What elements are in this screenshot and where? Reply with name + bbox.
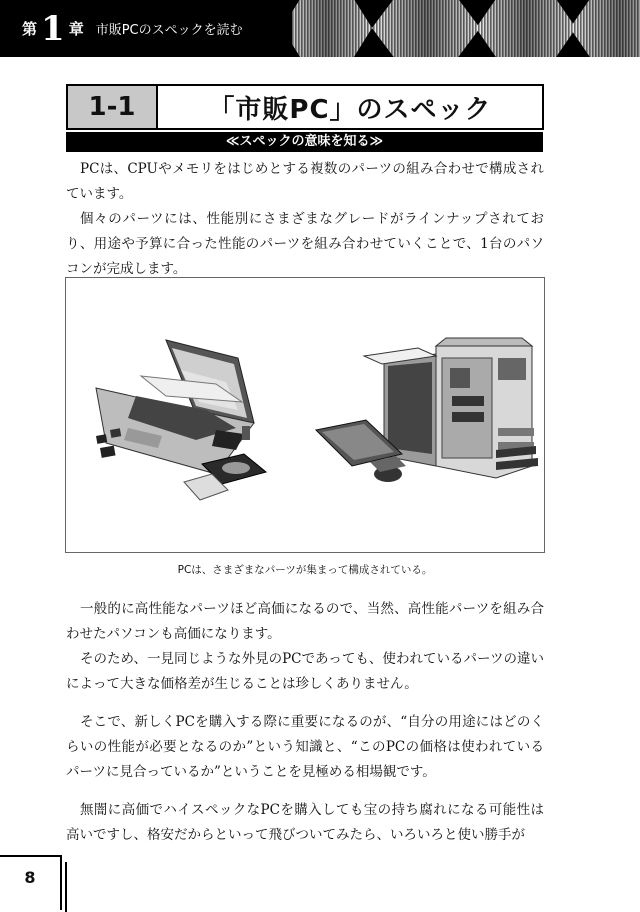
page-number: 8 — [24, 868, 36, 887]
paragraph: 個々のパーツには、性能別にさまざまなグレードがラインナップされており、用途や予算に合った性能のパーツを組み合わせていくことで、1台のパソコンが完成します。 — [66, 211, 544, 277]
page-number-box — [0, 855, 62, 910]
section-heading-box — [66, 84, 544, 130]
chapter-number: 1 — [41, 8, 65, 49]
chapter-suffix: 章 — [68, 20, 84, 38]
paragraph: PCは、CPUやメモリをはじめとする複数のパーツの組み合わせで構成されています。 — [66, 161, 544, 202]
paragraph: そのため、一見同じような外見のPCであっても、使われているパーツの違いによって大きな価格差が生じることは珍しくありません。 — [66, 651, 544, 692]
paragraph: 一般的に高性能なパーツほど高価になるので、当然、高性能パーツを組み合わせたパソコンも高価になります。 — [66, 601, 544, 642]
paragraph: そこで、新しくPCを購入する際に重要になるのが、“自分の用途にはどのくらいの性能が必要となるのか”という知識と、“このPCの価格は使われているパーツに見合っているか”ということを見極める相場観です。 — [66, 714, 544, 780]
desktop-tower-illustration — [316, 338, 538, 482]
section-number: 1-1 — [68, 86, 158, 128]
laptop-illustration — [96, 340, 266, 500]
section-subtitle: ≪スペックの意味を知る≫ — [66, 132, 543, 152]
hexagon-pattern-decoration — [292, 0, 640, 57]
chapter-prefix: 第 — [22, 20, 38, 38]
chapter-heading — [22, 0, 243, 57]
figure-caption: PCは、さまざまなパーツが集まって構成されている。 — [177, 564, 433, 576]
section-title: 「市販PC」のスペック — [208, 94, 492, 125]
pc-parts-figure — [65, 277, 545, 553]
paragraph: 無闇に高価でハイスペックなPCを購入しても宝の持ち腐れになる可能性は高いですし、格安だからといって飛びついてみたら、いろいろと使い勝手が — [66, 802, 544, 843]
chapter-header — [0, 0, 640, 57]
chapter-title: 市販PCのスペックを読む — [95, 23, 243, 38]
pc-parts-illustration — [66, 278, 544, 552]
